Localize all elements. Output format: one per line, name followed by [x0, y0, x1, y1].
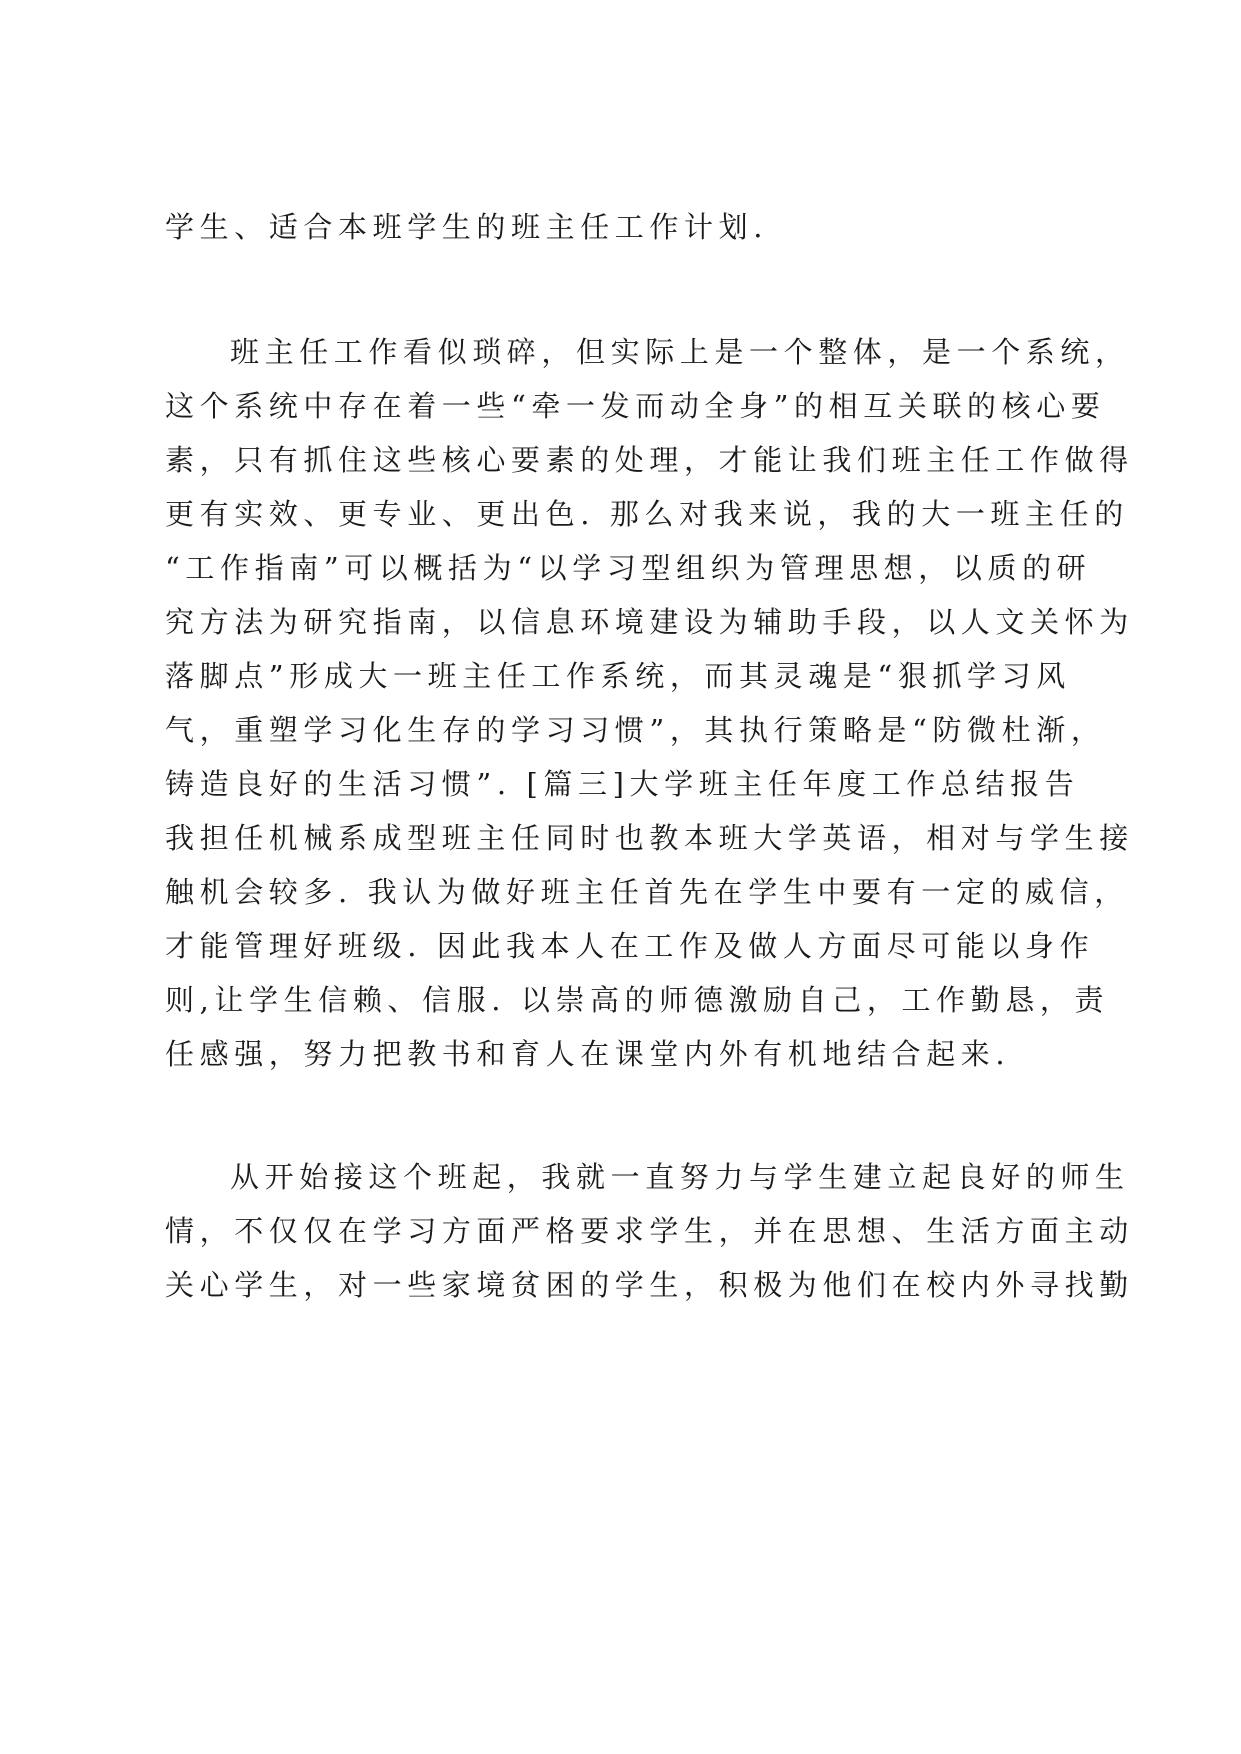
text-line: 究方法为研究指南，以信息环境建设为辅助手段，以人文关怀为: [165, 605, 1134, 639]
text-line: 情，不仅仅在学习方面严格要求学生，并在思想、生活方面主动: [165, 1214, 1134, 1248]
text-line: 任感强，努力把教书和育人在课堂内外有机地结合起来.: [165, 1037, 1011, 1071]
text-line: 则,让学生信赖、信服. 以崇高的师德激励自己，工作勤恳，责: [165, 983, 1110, 1017]
text-line: 落脚点”形成大一班主任工作系统，而其灵魂是“狠抓学习风: [165, 659, 1071, 693]
text-line: 才能管理好班级. 因此我本人在工作及做人方面尽可能以身作: [165, 929, 1095, 963]
paragraph-start-line: 从开始接这个班起，我就一直努力与学生建立起良好的师生: [230, 1160, 1130, 1194]
text-line: 铸造良好的生活习惯”. [篇三]大学班主任年度工作总结报告: [165, 767, 1080, 801]
text-line: 我担任机械系成型班主任同时也教本班大学英语，相对与学生接: [165, 821, 1134, 855]
text-line: 素，只有抓住这些核心要素的处理，才能让我们班主任工作做得: [165, 443, 1134, 477]
text-line: 学生、适合本班学生的班主任工作计划.: [165, 210, 769, 244]
paragraph-start-line: 班主任工作看似琐碎，但实际上是一个整体，是一个系统，: [230, 335, 1130, 369]
text-line: “工作指南”可以概括为“以学习型组织为管理思想，以质的研: [165, 551, 1092, 585]
text-line: 触机会较多. 我认为做好班主任首先在学生中要有一定的威信，: [165, 875, 1129, 909]
text-line: 更有实效、更专业、更出色. 那么对我来说，我的大一班主任的: [165, 497, 1129, 531]
text-line: 关心学生，对一些家境贫困的学生，积极为他们在校内外寻找勤: [165, 1268, 1134, 1302]
text-line: 这个系统中存在着一些“牵一发而动全身”的相互关联的核心要: [165, 389, 1106, 423]
text-line: 气，重塑学习化生存的学习习惯”，其执行策略是“防微杜渐，: [165, 713, 1106, 747]
